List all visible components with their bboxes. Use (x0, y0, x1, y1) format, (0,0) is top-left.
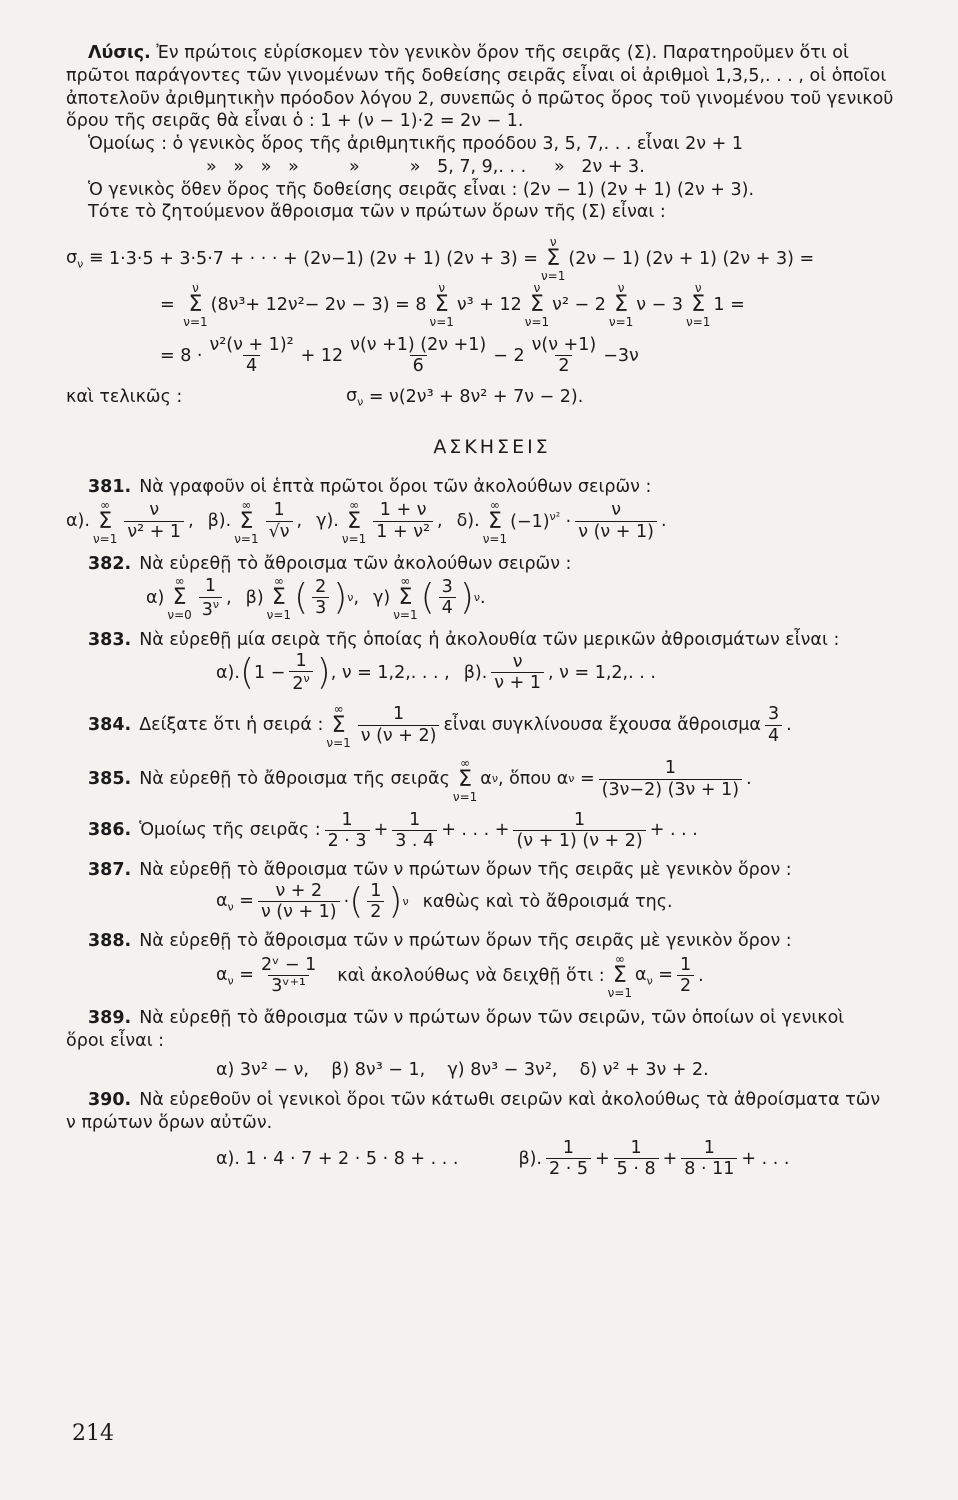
exercise-382-items: α) ∞ Σ ν=0 $\frac{1}{3^\nu}$ , β) ∞ Σ ν=1 ( $\frac{2}{3}$ ) ν , γ) ∞ Σ ν=1 ( $\frac{3}{4}$ ) ν . (146, 574, 486, 623)
exercise-383-items: α). ( 1 − $\frac{1}{2^\nu}$ ) , ν = 1,2,. . . , β). $\frac{\nu}{\nu + 1}$ , ν = 1,2,. . . (216, 651, 656, 695)
equation-3: = 8 · $\frac{\text{ν²(ν + 1)²}}{4}$ + 12 $\frac{\nu(\nu +1) (2\nu +1)}{6}$ − 2 $\frac{\nu(\nu +1)}{2}$ −3ν (160, 335, 639, 377)
equation-2: = ν Σ ν=1 (8ν³+ 12ν²− 2ν − 3) = 8 ν Σ ν=1 ν³ + 12 ν Σ ν=1 ν² − 2 ν Σ ν=1 ν − 3 ν Σ ν=1 1 = (160, 281, 745, 329)
exercise-381: 381. Νὰ γραφοῦν οἱ ἑπτὰ πρῶτοι ὅροι τῶν ἀκολούθων σειρῶν : (88, 476, 652, 497)
solution-line-5: Ὁμοίως : ὁ γενικὸς ὅρος τῆς ἀριθμητικῆς προόδου 3, 5, 7,. . . εἶναι 2ν + 1 (88, 134, 743, 154)
exercise-387-formula: $\alpha_\nu$ = $\frac{\nu + 2}{\nu (\nu + 1)}$ · ( $\frac{1}{2}$ ) ν καθὼς καὶ τὸ ἄθροισμά της. (216, 880, 673, 923)
sigma-symbol: ν Σ ν=1 (183, 281, 208, 329)
solution-line-8: Τότε τὸ ζητούμενον ἄθροισμα τῶν ν πρώτων ὅρων τῆς (Σ) εἶναι : (88, 202, 666, 223)
exercise-383: 383. Νὰ εὑρεθῇ μία σειρὰ τῆς ὁποίας ἡ ἀκολουθία τῶν μερικῶν ἀθροισμάτων εἶναι : (88, 630, 840, 651)
exercise-389: 389. Νὰ εὑρεθῇ τὸ ἄθροισμα τῶν ν πρώτων ὅρων τῶν σειρῶν, τῶν ὁποίων οἱ γενικοὶ (88, 1008, 845, 1029)
sigma-symbol: ν Σ ν=1 (608, 281, 634, 329)
sigma-symbol: ν Σ ν=1 (429, 281, 454, 329)
exercises-heading: ΑΣΚΗΣΕΙΣ (433, 436, 551, 459)
exercise-390-items: α). 1 · 4 · 7 + 2 · 5 · 8 + . . . β). $\frac{1}{2 \cdot 5}$ + $\frac{1}{5 \cdot 8}$ + $\frac{1}{8 \cdot 11}$ + . . . (216, 1137, 790, 1180)
fraction: $\frac{\nu(\nu +1)}{2}$ (531, 335, 597, 377)
exercise-388-formula: $\alpha_\nu$ = $\frac{\text{2ᵛ − 1}}{\text{3ᵛ⁺¹}}$ καὶ ἀκολούθως νὰ δειχθῇ ὅτι : ∞ Σ ν=1 $\alpha_\nu$ = $\frac{1}{2}$ . (216, 952, 704, 1001)
fraction: $\frac{\nu(\nu +1) (2\nu +1)}{6}$ (350, 335, 487, 377)
exercise-381-items: α). ∞ Σ ν=1 $\frac{\nu}{\text{ν² + 1}}$ , β). ∞ Σ ν=1 $\frac{1}{√\nu}$ , γ). ∞ Σ ν=1 $\frac{1 + \nu}{\text{1 + ν²}}$ , δ). ∞ Σ ν=1 $(-1)^{\nu^2}$ · $\frac{\nu}{\nu (\nu + 1)}$ . (66, 497, 667, 546)
solution-label: Λύσις. (88, 43, 151, 63)
exercise-384: 384. Δείξατε ὅτι ἡ σειρά : ∞ Σ ν=1 $\frac{1}{\nu (\nu + 2)}$ εἶναι συγκλίνουσα ἔχουσα ἄθροισμα $\frac{3}{4}$ . (88, 701, 792, 750)
page-number: 214 (72, 1421, 114, 1446)
sigma-symbol: ν Σ ν=1 (686, 281, 711, 329)
sigma-symbol: ν Σ ν=1 (540, 235, 566, 283)
fraction: $\frac{\text{ν²(ν + 1)²}}{4}$ (209, 335, 294, 377)
eq1-right: (2ν − 1) (2ν + 1) (2ν + 3) = (568, 248, 815, 269)
exercise-390-line-2: ν πρώτων ὅρων αὐτῶν. (66, 1113, 273, 1134)
exercise-389-line-2: ὅροι εἶναι : (66, 1030, 165, 1051)
solution-line-7: Ὁ γενικὸς ὅθεν ὅρος τῆς δοθείσης σειρᾶς εἶναι : (2ν − 1) (2ν + 1) (2ν + 3). (88, 179, 755, 200)
exercise-388: 388. Νὰ εὑρεθῇ τὸ ἄθροισμα τῶν ν πρώτων ὅρων τῆς σειρᾶς μὲ γενικὸν ὅρον : (88, 931, 792, 952)
exercise-387: 387. Νὰ εὑρεθῇ τὸ ἄθροισμα τῶν ν πρώτων ὅρων τῆς σειρᾶς μὲ γενικὸν ὅρον : (88, 860, 792, 881)
final-result: καὶ τελικῶς : $\sigma_\nu$ = ν(2ν³ + 8ν² + 7ν − 2). (66, 385, 584, 408)
eq1-left: 1·3·5 + 3·5·7 + · · · + (2ν−1) (2ν + 1) (2ν + 3) = (109, 248, 538, 269)
final-equation: = ν(2ν³ + 8ν² + 7ν − 2). (368, 386, 584, 407)
exercise-389-items: α) 3ν² − ν, β) 8ν³ − 1, γ) 8ν³ − 3ν², δ) ν² + 3ν + 2. (216, 1059, 709, 1080)
solution-line-3: ἀποτελοῦν ἀριθμητικὴν πρόοδον λόγου 2, συνεπῶς ὁ πρῶτος ὅρος τοῦ γινομένου τοῦ γενικοῦ (66, 88, 894, 109)
finally-label: καὶ τελικῶς : (66, 386, 183, 407)
exercise-386: 386. Ὁμοίως τῆς σειρᾶς : $\frac{1}{2 \cdot 3}$ + $\frac{1}{3 . 4}$ + . . . + $\frac{1}{(\nu + 1) (\nu + 2)}$ + . . . (88, 809, 698, 851)
solution-line-1: Λύσις. Ἐν πρώτοις εὑρίσκομεν τὸν γενικὸν ὅρον τῆς σειρᾶς (Σ). Παρατηροῦμεν ὅτι οἱ (88, 43, 849, 63)
solution-line-2: πρῶτοι παράγοντες τῶν γινομένων τῆς δοθείσης σειρᾶς εἶναι οἱ ἀριθμοὶ 1,3,5,. . . , οἱ ὁποῖοι (66, 65, 887, 86)
exercise-385: 385. Νὰ εὑρεθῇ τὸ ἄθροισμα τῆς σειρᾶς ∞ Σ ν=1 α ν , ὅπου α ν = $\frac{1}{(3\nu-2) (3\nu + 1)}$ . (88, 755, 752, 804)
sigma-symbol: ν Σ ν=1 (524, 281, 550, 329)
equation-1: $\sigma_\nu$ ≡ 1·3·5 + 3·5·7 + · · · + (2ν−1) (2ν + 1) (2ν + 3) = ν Σ ν=1 (2ν − 1) (2ν + 1) (2ν + 3) = (66, 235, 815, 283)
solution-line-4: ὅρου τῆς σειρᾶς θὰ εἶναι ὁ : 1 + (ν − 1)·2 = 2ν − 1. (66, 111, 524, 132)
exercise-382: 382. Νὰ εὑρεθῇ τὸ ἄθροισμα τῶν ἀκολούθων σειρῶν : (88, 553, 572, 574)
solution-line-6: » » » » » » 5, 7, 9,. . . » 2ν + 3. (206, 156, 645, 177)
exercise-390: 390. Νὰ εὑρεθοῦν οἱ γενικοὶ ὅροι τῶν κάτωθι σειρῶν καὶ ἀκολούθως τὰ ἀθροίσματα τῶν (88, 1090, 881, 1111)
